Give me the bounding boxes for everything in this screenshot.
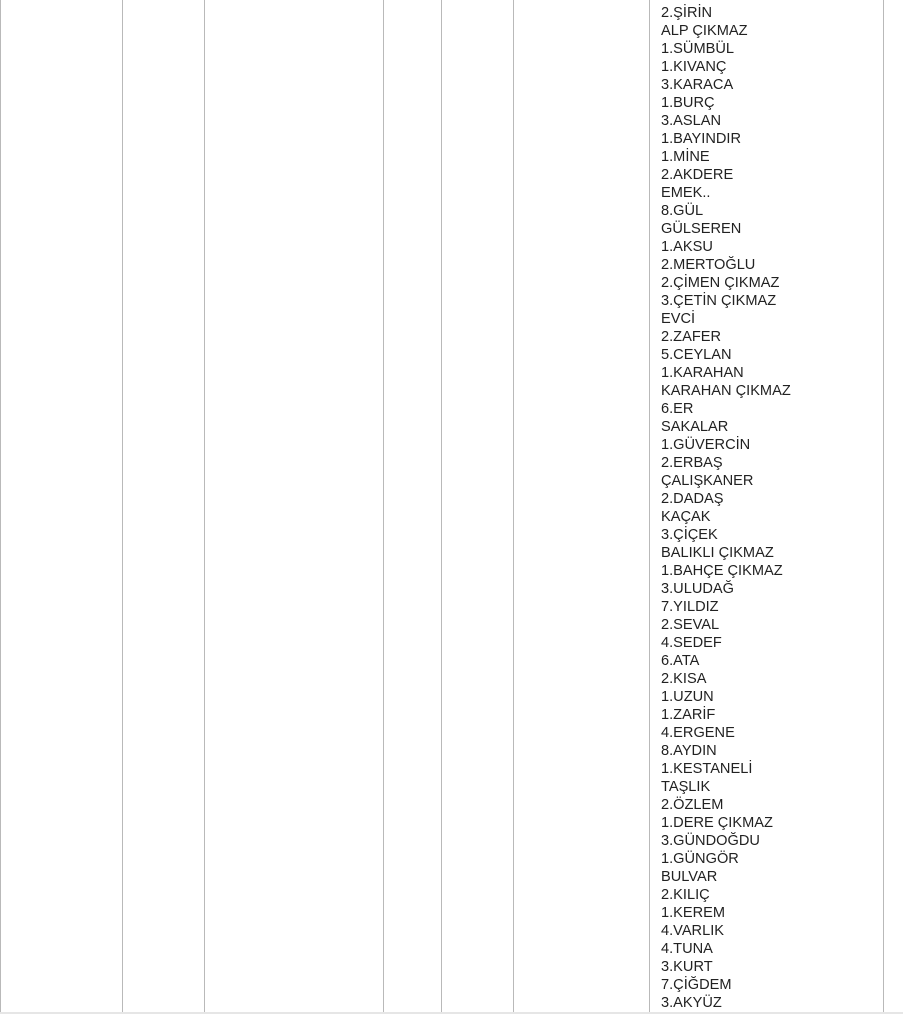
street-list-item: 4.TUNA — [661, 941, 713, 957]
street-list-item: 2.ÖZLEM — [661, 797, 724, 813]
street-list-item: SAKALAR — [661, 419, 729, 435]
street-list-item: 1.KESTANELİ — [661, 761, 753, 777]
street-list-item: 8.GÜL — [661, 203, 704, 219]
street-list-item: KAÇAK — [661, 509, 711, 525]
street-list-item: 1.GÜVERCİN — [661, 437, 751, 453]
street-list-item: TAŞLIK — [661, 779, 711, 795]
street-list-item: 3.KURT — [661, 959, 713, 975]
street-list-item: 1.KEREM — [661, 905, 726, 921]
street-list-item: 7.ÇİĞDEM — [661, 977, 732, 993]
street-list-item: 4.SEDEF — [661, 635, 722, 651]
table-cell-col-6 — [514, 0, 650, 1014]
street-list-item: 2.KILIÇ — [661, 887, 710, 903]
street-list-item: 3.ULUDAĞ — [661, 581, 734, 597]
street-list-item: 2.DADAŞ — [661, 491, 724, 507]
street-list-item: GÜLSEREN — [661, 221, 742, 237]
street-list-item: 2.AKDERE — [661, 167, 734, 183]
street-list-item: 1.ZARİF — [661, 707, 716, 723]
street-list-item: 6.ER — [661, 401, 694, 417]
street-list-item: 3.GÜNDOĞDU — [661, 833, 760, 849]
street-list-item: 2.ZAFER — [661, 329, 722, 345]
table-cell-col-1 — [1, 0, 123, 1014]
street-list-item: 1.DERE ÇIKMAZ — [661, 815, 773, 831]
street-list-item: 1.BAYINDIR — [661, 131, 742, 147]
street-list-item: 5.CEYLAN — [661, 347, 732, 363]
street-list-item: BULVAR — [661, 869, 718, 885]
street-list-item: 4.ERGENE — [661, 725, 735, 741]
street-list-item: 2.ERBAŞ — [661, 455, 723, 471]
table-row — [1, 0, 884, 1014]
street-list-item: 6.ATA — [661, 653, 700, 669]
street-list-item: 2.KISA — [661, 671, 707, 687]
table-cell-col-3 — [205, 0, 384, 1014]
street-list-item: KARAHAN ÇIKMAZ — [661, 383, 791, 399]
street-list-item: 3.KARACA — [661, 77, 734, 93]
street-list-item: 4.VARLIK — [661, 923, 724, 939]
street-list-item: 1.GÜNGÖR — [661, 851, 739, 867]
street-list-item: ALP ÇIKMAZ — [661, 23, 748, 39]
street-list-item: 3.AKYÜZ — [661, 995, 722, 1011]
table-cell-col-5 — [442, 0, 514, 1014]
street-list-item: EVCİ — [661, 311, 696, 327]
street-list-item: 2.SEVAL — [661, 617, 720, 633]
street-list-item: ÇALIŞKANER — [661, 473, 754, 489]
street-list-item: 2.ŞİRİN — [661, 5, 713, 21]
street-list-item: 1.AKSU — [661, 239, 713, 255]
street-list-item: 7.YILDIZ — [661, 599, 719, 615]
table-cell-col-2 — [123, 0, 205, 1014]
street-list-item: BALIKLI ÇIKMAZ — [661, 545, 774, 561]
street-list-item: 3.ÇETİN ÇIKMAZ — [661, 293, 777, 309]
street-list-item: 1.KARAHAN — [661, 365, 744, 381]
street-list-item: 3.ASLAN — [661, 113, 722, 129]
table-cell-streets — [650, 0, 884, 1014]
street-list-item: 1.UZUN — [661, 689, 714, 705]
street-list-item: 1.MİNE — [661, 149, 710, 165]
street-list-item: 1.BAHÇE ÇIKMAZ — [661, 563, 783, 579]
street-list-item: 3.ÇİÇEK — [661, 527, 718, 543]
street-list — [650, 0, 883, 1012]
street-list-item: 8.AYDIN — [661, 743, 717, 759]
street-list-item: 1.KIVANÇ — [661, 59, 727, 75]
table-cell-col-4 — [384, 0, 442, 1014]
street-list-item: 2.ÇİMEN ÇIKMAZ — [661, 275, 780, 291]
street-list-item: 1.BURÇ — [661, 95, 715, 111]
street-list-item: EMEK.. — [661, 185, 711, 201]
street-list-item: 2.MERTOĞLU — [661, 257, 756, 273]
street-list-item: 1.SÜMBÜL — [661, 41, 734, 57]
